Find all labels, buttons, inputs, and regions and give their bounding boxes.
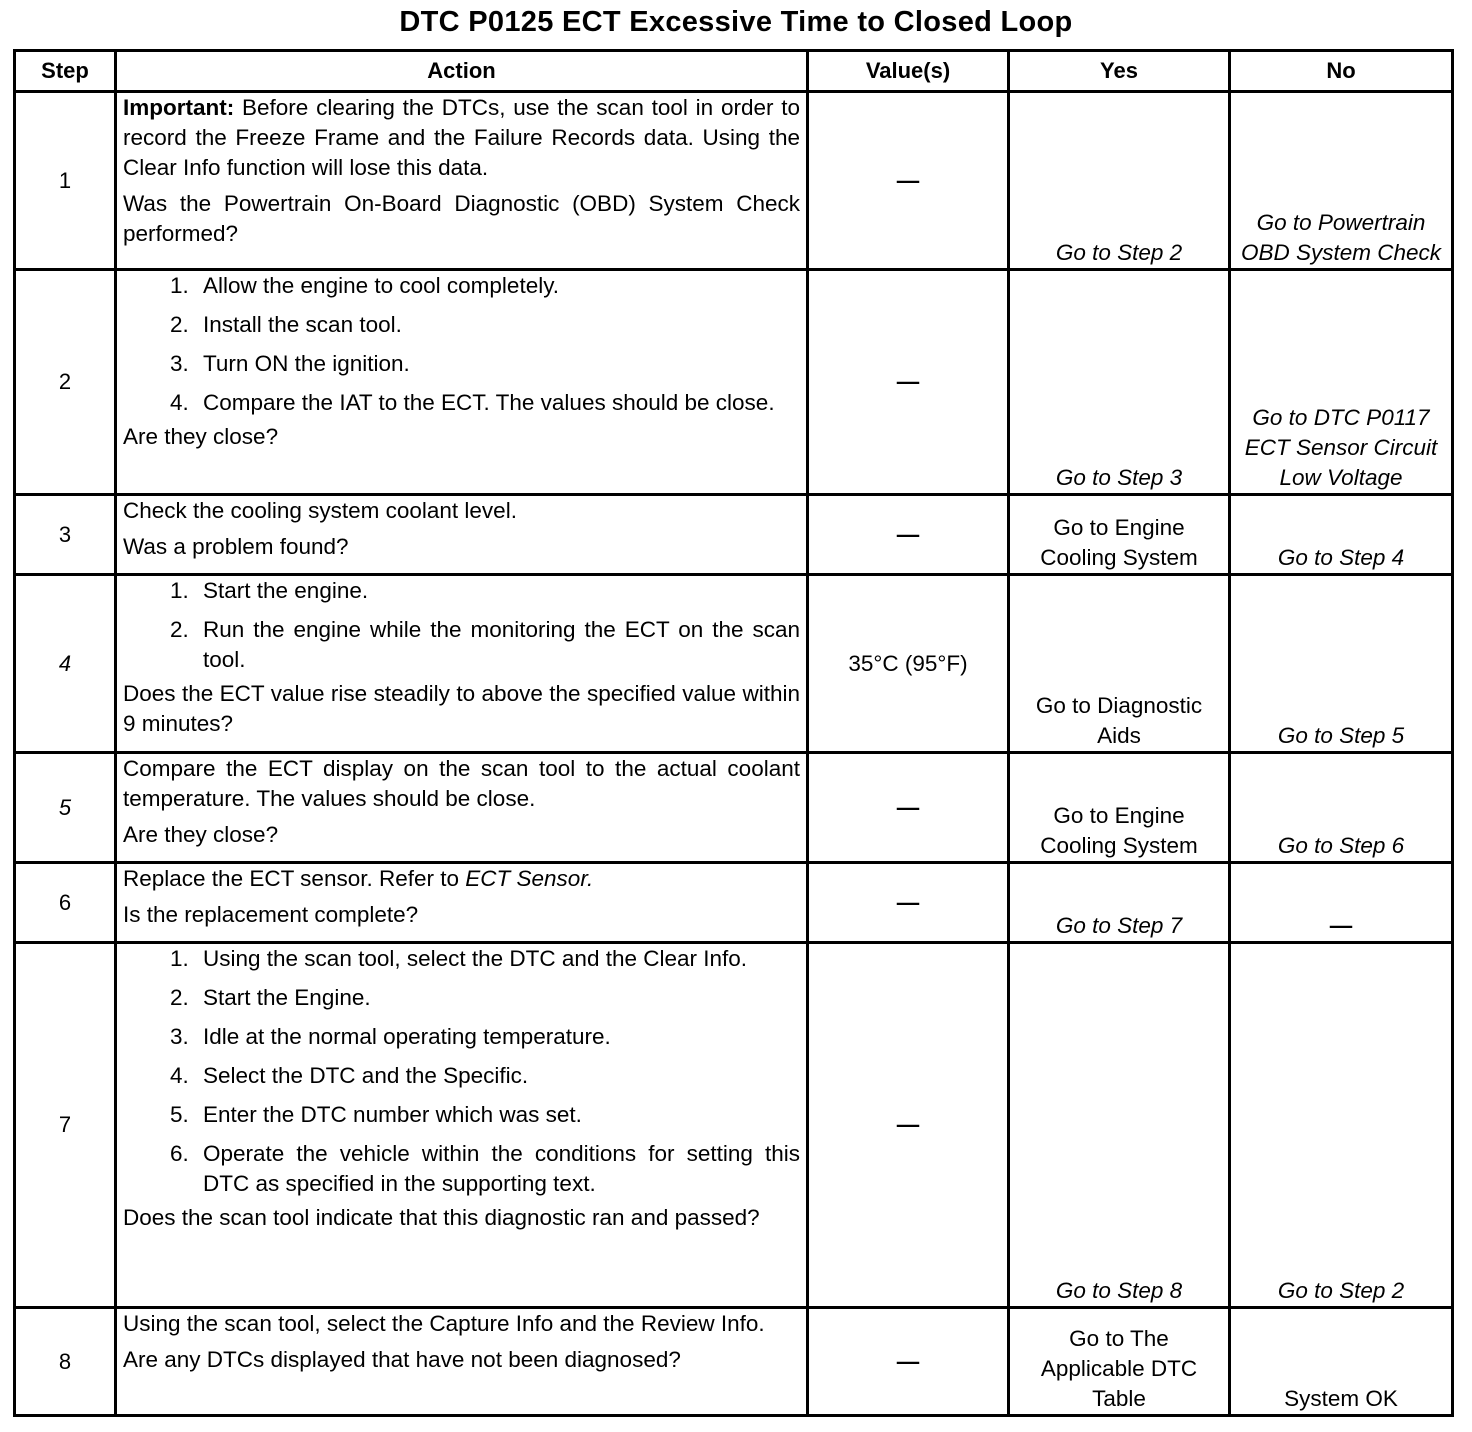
value-text: — <box>896 167 920 193</box>
table-row-step-3 <box>15 495 1453 575</box>
step-number: 8 <box>15 1308 116 1416</box>
list-item: 6. Operate the vehicle within the conditions for setting this DTC as specified in the supporting text. <box>195 1139 800 1199</box>
yes-cell: Go to Diagnostic Aids <box>1009 575 1230 753</box>
value-cell <box>808 495 1009 575</box>
no-cell: Go to Powertrain OBD System Check <box>1230 92 1453 270</box>
value-text: — <box>896 889 920 915</box>
list-item: 3. Idle at the normal operating temperature. <box>195 1022 800 1052</box>
list-item: 2. Run the engine while the monitoring the ECT on the scan tool. <box>195 615 800 675</box>
header-action: Action <box>116 51 808 92</box>
action-text: Replace the ECT sensor. Refer to <box>123 866 466 891</box>
list-item: 2. Start the Engine. <box>195 983 800 1013</box>
question-text: Is the replacement complete? <box>123 902 419 927</box>
list-item: 1. Start the engine. <box>195 576 800 606</box>
yes-cell: Go to Step 7 <box>1009 863 1230 943</box>
question-text: Does the ECT value rise steadily to above the specified value within 9 minutes? <box>123 681 800 736</box>
no-cell <box>1230 863 1453 943</box>
yes-cell: Go to Step 2 <box>1009 92 1230 270</box>
table-row-step-6 <box>15 863 1453 943</box>
action-list <box>123 271 800 418</box>
action-list <box>123 944 800 1199</box>
no-cell: Go to Step 2 <box>1230 943 1453 1308</box>
header-values: Value(s) <box>808 51 1009 92</box>
step-number: 5 <box>15 753 116 863</box>
value-text: — <box>896 1112 920 1137</box>
header-no: No <box>1230 51 1453 92</box>
table-header-row <box>15 51 1453 92</box>
list-item: 4. Compare the IAT to the ECT. The values should be close. <box>195 388 800 418</box>
diagnostic-table <box>13 49 1454 1417</box>
step-number: 7 <box>15 943 116 1308</box>
value-cell <box>808 753 1009 863</box>
table-row-step-1 <box>15 92 1453 270</box>
table-row-step-4 <box>15 575 1453 753</box>
no-cell: Go to DTC P0117 ECT Sensor Circuit Low Voltage <box>1230 270 1453 495</box>
question-text: Was the Powertrain On-Board Diagnostic (OBD) System Check performed? <box>123 191 800 246</box>
table-row-step-7 <box>15 943 1453 1308</box>
action-text: Compare the ECT display on the scan tool to the actual coolant temperature. The values should be close. <box>123 756 800 811</box>
value-text: — <box>896 1348 920 1374</box>
question-text: Are they close? <box>123 822 279 847</box>
yes-cell: Go to Engine Cooling System <box>1009 495 1230 575</box>
no-cell: Go to Step 6 <box>1230 753 1453 863</box>
table-row-step-2 <box>15 270 1453 495</box>
action-cell <box>116 92 808 270</box>
step-number: 2 <box>15 270 116 495</box>
value-text: — <box>896 521 920 547</box>
action-cell <box>116 753 808 863</box>
list-item: 1. Allow the engine to cool completely. <box>195 271 800 301</box>
yes-cell: Go to The Applicable DTC Table <box>1009 1308 1230 1416</box>
table-row-step-8 <box>15 1308 1453 1416</box>
value-text: — <box>896 369 920 394</box>
no-cell: System OK <box>1230 1308 1453 1416</box>
step-number: 1 <box>15 92 116 270</box>
list-item: 4. Select the DTC and the Specific. <box>195 1061 800 1091</box>
action-cell <box>116 1308 808 1416</box>
value-cell <box>808 92 1009 270</box>
action-cell <box>116 575 808 753</box>
value-text: 35°C (95°F) <box>848 650 968 676</box>
yes-cell: Go to Step 8 <box>1009 943 1230 1308</box>
question-text: Does the scan tool indicate that this diagnostic ran and passed? <box>123 1205 760 1230</box>
no-cell: Go to Step 5 <box>1230 575 1453 753</box>
value-cell <box>808 575 1009 753</box>
value-cell <box>808 863 1009 943</box>
value-cell <box>808 943 1009 1308</box>
list-item: 1. Using the scan tool, select the DTC and the Clear Info. <box>195 944 800 974</box>
no-text: — <box>1329 913 1353 938</box>
step-number: 4 <box>15 575 116 753</box>
yes-cell: Go to Step 3 <box>1009 270 1230 495</box>
header-step: Step <box>15 51 116 92</box>
step-number: 3 <box>15 495 116 575</box>
question-text: Are they close? <box>123 424 279 449</box>
action-cell <box>116 270 808 495</box>
list-item: 3. Turn ON the ignition. <box>195 349 800 379</box>
page-title: DTC P0125 ECT Excessive Time to Closed Loop <box>399 6 1073 38</box>
value-text: — <box>896 794 920 820</box>
list-item: 5. Enter the DTC number which was set. <box>195 1100 800 1130</box>
action-list <box>123 576 800 675</box>
important-text: Before clearing the DTCs, use the scan tool in order to record the Freeze Frame and the Failure Records data. Using the Clear Info function will lose this data. <box>123 95 800 180</box>
step-number: 6 <box>15 863 116 943</box>
value-cell <box>808 270 1009 495</box>
list-item: 2. Install the scan tool. <box>195 310 800 340</box>
no-cell: Go to Step 4 <box>1230 495 1453 575</box>
action-text: Using the scan tool, select the Capture Info and the Review Info. <box>123 1311 765 1336</box>
question-text: Was a problem found? <box>123 534 349 559</box>
reference-link-ect-sensor: ECT Sensor. <box>465 866 594 891</box>
yes-cell: Go to Engine Cooling System <box>1009 753 1230 863</box>
value-cell <box>808 1308 1009 1416</box>
action-cell <box>116 863 808 943</box>
header-yes: Yes <box>1009 51 1230 92</box>
action-cell <box>116 943 808 1308</box>
action-cell <box>116 495 808 575</box>
question-text: Are any DTCs displayed that have not been diagnosed? <box>123 1347 681 1372</box>
action-text: Check the cooling system coolant level. <box>123 498 517 523</box>
important-label: Important: <box>123 95 235 120</box>
table-row-step-5 <box>15 753 1453 863</box>
